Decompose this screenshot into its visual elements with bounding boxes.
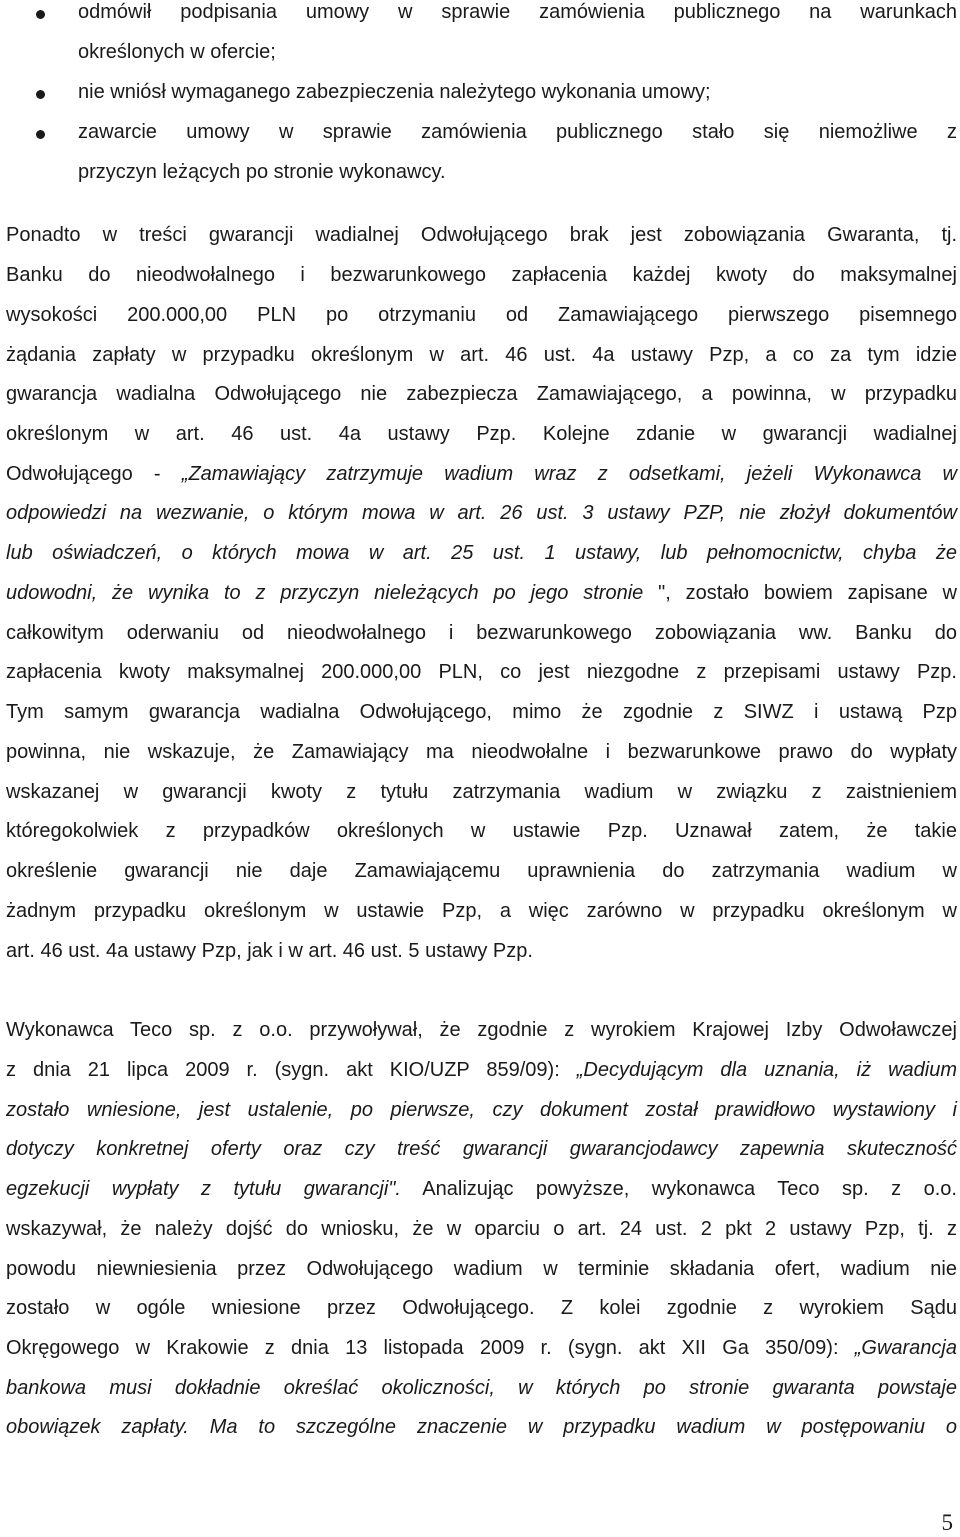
quote-run: zostało wniesione, jest ustalenie, po pierwsze, czy dokument został prawidłowo wystawiony i — [6, 1099, 957, 1121]
text-run: Okręgowego w Krakowie z dnia 13 listopada 2009 r. (sygn. akt XII Ga 350/09): — [6, 1337, 855, 1359]
paragraph-line: któregokolwiek z przypadków określonych w ustawie Pzp. Uznawał zatem, że takie — [6, 820, 957, 842]
paragraph-line-quote — [6, 1374, 957, 1402]
bullet-item-3-line-1: zawarcie umowy w sprawie zamówienia publicznego stało się niemożliwe z — [78, 121, 957, 143]
paragraph-line-quote — [6, 1135, 957, 1163]
quote-run: „Gwarancja — [854, 1337, 957, 1359]
paragraph-line: Ponadto w treści gwarancji wadialnej Odwołującego brak jest zobowiązania Gwaranta, tj. — [6, 224, 957, 246]
paragraph-line: wskazanej w gwarancji kwoty z tytułu zatrzymania wadium w związku z zaistnieniem — [6, 781, 957, 803]
paragraph-line: Banku do nieodwołalnego i bezwarunkowego zapłacenia każdej kwoty do maksymalnej — [6, 264, 957, 286]
paragraph-line: określonym w art. 46 ust. 4a ustawy Pzp. Kolejne zdanie w gwarancji wadialnej — [6, 423, 957, 445]
quote-run: lub oświadczeń, o których mowa w art. 25 ust. 1 ustawy, lub pełnomocnictw, chyba że — [6, 542, 957, 564]
page-number: 5 — [941, 1510, 953, 1535]
paragraph-line-quote — [6, 1096, 957, 1124]
paragraph-line: zapłacenia kwoty maksymalnej 200.000,00 PLN, co jest niezgodne z przepisami ustawy Pzp. — [6, 661, 957, 683]
quote-run: udowodni, że wynika to z przyczyn nieleżących po jego stronie — [6, 582, 644, 604]
bullet-item-1-line-1: odmówił podpisania umowy w sprawie zamówienia publicznego na warunkach — [78, 1, 957, 23]
paragraph-line: art. 46 ust. 4a ustawy Pzp, jak i w art. 46 ust. 5 ustawy Pzp. — [6, 940, 533, 962]
paragraph-line: żadnym przypadku określonym w ustawie Pzp, a więc zarówno w przypadku określonym w — [6, 900, 957, 922]
quote-run: odpowiedzi na wezwanie, o którym mowa w art. 26 ust. 3 ustawy PZP, nie złożył dokumentów — [6, 502, 957, 524]
text-run: Odwołującego - — [6, 463, 182, 485]
quote-run: obowiązek zapłaty. Ma to szczególne znaczenie w przypadku wadium w postępowaniu o — [6, 1416, 957, 1438]
bullet-dot — [36, 10, 45, 19]
paragraph-line: zostało w ogóle wniesione przez Odwołującego. Z kolei zgodnie z wyrokiem Sądu — [6, 1297, 957, 1319]
bullet-dot — [36, 90, 45, 99]
quote-run: „Zamawiający zatrzymuje wadium wraz z odsetkami, jeżeli Wykonawca w — [181, 463, 957, 485]
text-run: z dnia 21 lipca 2009 r. (sygn. akt KIO/UZP 859/09): — [6, 1059, 577, 1081]
quote-run: dotyczy konkretnej oferty oraz czy treść gwarancji gwarancjodawcy zapewnia skuteczność — [6, 1138, 957, 1160]
paragraph-line: Wykonawca Teco sp. z o.o. przywoływał, że zgodnie z wyrokiem Krajowej Izby Odwoławczej — [6, 1019, 957, 1041]
paragraph-line — [6, 1334, 957, 1362]
paragraph-line-quote — [6, 539, 957, 567]
paragraph-line — [6, 579, 957, 607]
paragraph-line: żądania zapłaty w przypadku określonym w art. 46 ust. 4a ustawy Pzp, a co za tym idzie — [6, 344, 957, 366]
paragraph-line — [6, 1056, 957, 1084]
bullet-dot — [36, 130, 45, 139]
bullet-item-1-line-2: określonych w ofercie; — [78, 41, 276, 63]
paragraph-line: powodu niewniesienia przez Odwołującego wadium w terminie składania ofert, wadium nie — [6, 1258, 957, 1280]
paragraph-line: powinna, nie wskazuje, że Zamawiający ma nieodwołalne i bezwarunkowe prawo do wypłaty — [6, 741, 957, 763]
paragraph-line — [6, 1175, 957, 1203]
quote-run: bankowa musi dokładnie określać okoliczności, w których po stronie gwaranta powstaje — [6, 1377, 957, 1399]
paragraph-line: określenie gwarancji nie daje Zamawiającemu uprawnienia do zatrzymania wadium w — [6, 860, 957, 882]
paragraph-line: Tym samym gwarancja wadialna Odwołującego, mimo że zgodnie z SIWZ i ustawą Pzp — [6, 701, 957, 723]
text-run: ", zostało bowiem zapisane w — [643, 582, 958, 604]
bullet-item-3-line-2: przyczyn leżących po stronie wykonawcy. — [78, 161, 446, 183]
bullet-item-2-line-1: nie wniósł wymaganego zabezpieczenia należytego wykonania umowy; — [78, 81, 711, 103]
paragraph-line: wskazywał, że należy dojść do wniosku, że w oparciu o art. 24 ust. 2 pkt 2 ustawy Pzp, tj. z — [6, 1218, 957, 1240]
paragraph-line: całkowitym oderwaniu od nieodwołalnego i bezwarunkowego zobowiązania ww. Banku do — [6, 622, 957, 644]
paragraph-line-quote — [6, 499, 957, 527]
text-run: Analizując powyższe, wykonawca Teco sp. z o.o. — [400, 1178, 957, 1200]
paragraph-line — [6, 460, 957, 488]
paragraph-line-quote — [6, 1413, 957, 1441]
quote-run: egzekucji wypłaty z tytułu gwarancji". — [6, 1178, 401, 1200]
paragraph-line: wysokości 200.000,00 PLN po otrzymaniu od Zamawiającego pierwszego pisemnego — [6, 304, 957, 326]
quote-run: „Decydującym dla uznania, iż wadium — [576, 1059, 957, 1081]
paragraph-line: gwarancja wadialna Odwołującego nie zabezpiecza Zamawiającego, a powinna, w przypadku — [6, 383, 957, 405]
